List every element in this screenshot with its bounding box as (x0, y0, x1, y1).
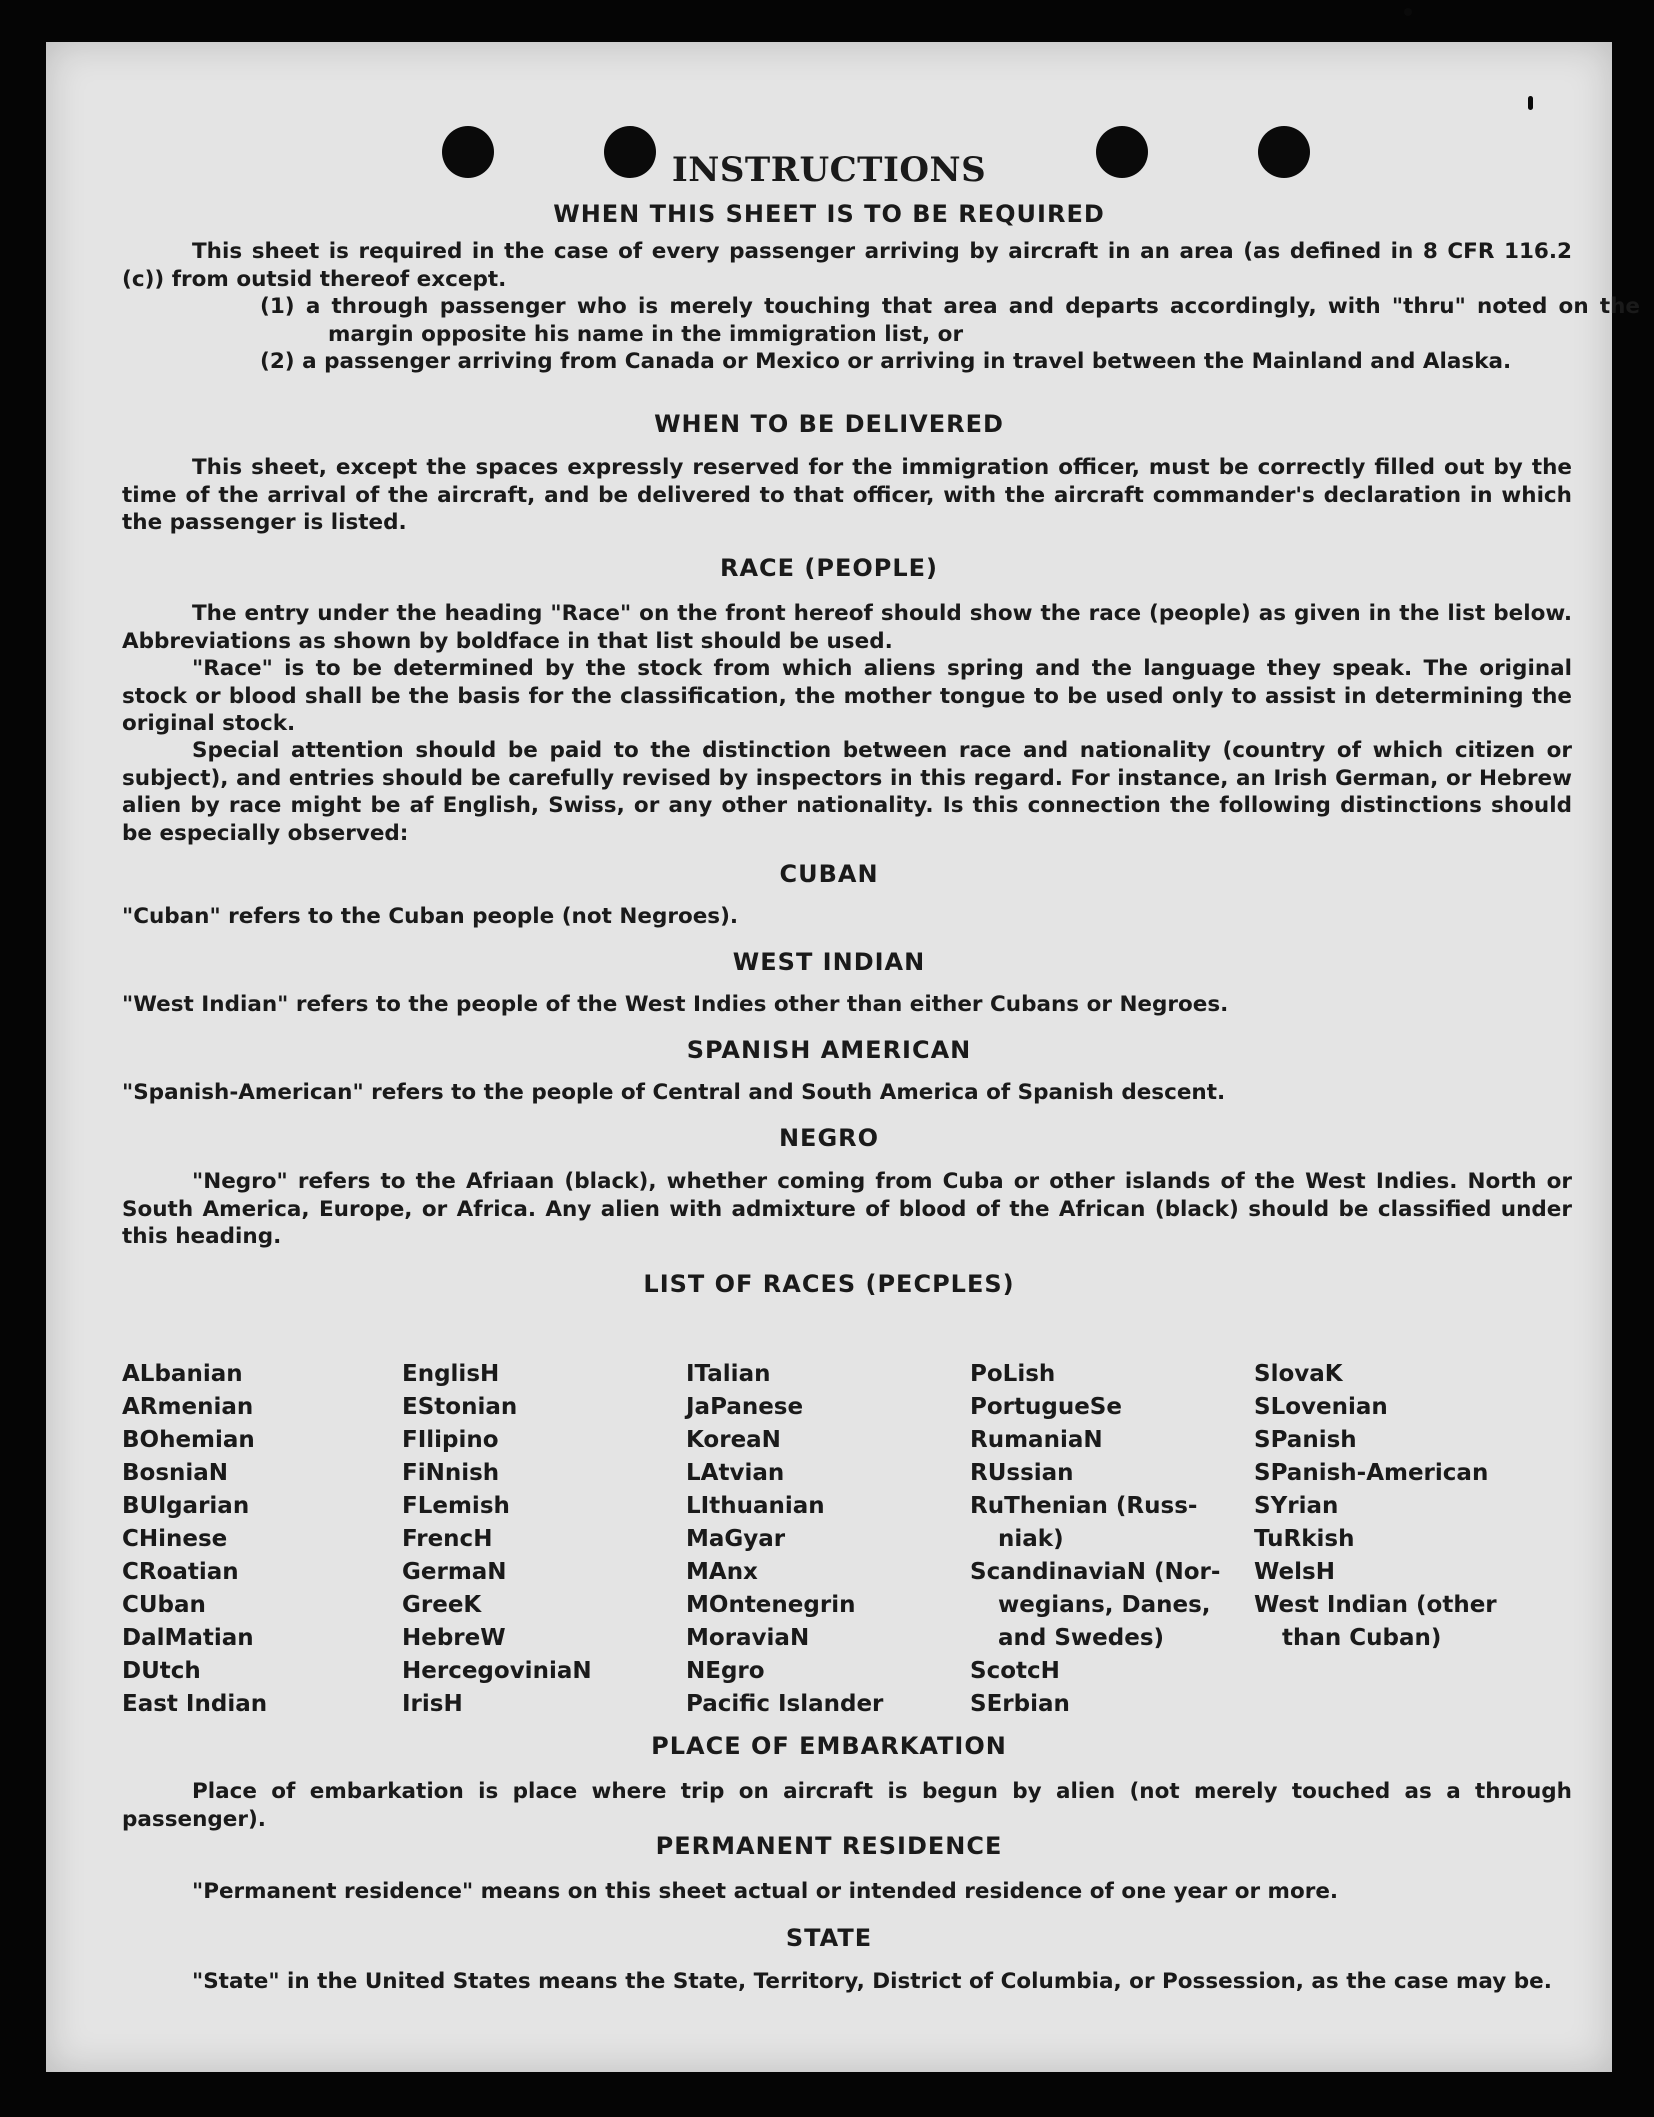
required-item-2: (2) a passenger arriving from Canada or Mexico or arriving in travel between the Mainland and Alaska. (260, 349, 1512, 374)
race-item: BOhemian (122, 1427, 255, 1453)
state-text: "State" in the United States means the State, Territory, District of Columbia, or Possession, as the case may be. (192, 1969, 1552, 1994)
document-sheet (46, 42, 1640, 2072)
cuban-text: "Cuban" refers to the Cuban people (not Negroes). (122, 904, 739, 929)
required-item-1: (1) a through passenger who is merely touching that area and departs accordingly, with "thru" noted on the margin opposite his name in the immigration list, or (260, 294, 1640, 347)
section-heading-cuban: CUBAN (779, 860, 879, 888)
race-item: GreeK (402, 1592, 482, 1618)
page-title: INSTRUCTIONS (671, 150, 987, 190)
race-item: FIlipino (402, 1427, 499, 1453)
race-item: SPanish (1254, 1427, 1357, 1453)
races-column-4 (970, 1358, 1220, 1721)
race-paragraph-2: "Race" is to be determined by the stock from which aliens spring and the language they speak. The original stock or blood shall be the basis for the classification, the mother tongue to be used only to assist in determining the original stock. (122, 656, 1572, 736)
race-item: SLovenian (1254, 1394, 1388, 1420)
race-item: CRoatian (122, 1559, 239, 1585)
races-column-2 (402, 1358, 592, 1721)
race-item: EStonian (402, 1394, 518, 1420)
race-item: MOntenegrin (686, 1592, 856, 1618)
race-item: ARmenian (122, 1394, 254, 1420)
races-column-1 (122, 1358, 267, 1721)
race-paragraph-3: Special attention should be paid to the distinction between race and nationality (country of which citizen or subject), and entries should be carefully revised by inspectors in this regard. For instance, an Irish German, or Hebrew alien by race might be af English, Swiss, or any other nationality. Is this connection the following distinctions should be especially observed: (122, 738, 1572, 846)
race-item: KoreaN (686, 1427, 781, 1453)
race-item: MAnx (686, 1559, 758, 1585)
race-item: LIthuanian (686, 1493, 825, 1519)
required-intro: This sheet is required in the case of every passenger arriving by aircraft in an area (as defined in 8 CFR 116.2 (c)) from outsid thereof except. (122, 239, 1572, 292)
race-item: MoraviaN (686, 1625, 810, 1651)
spanish-american-text: "Spanish-American" refers to the people of Central and South America of Spanish descent. (122, 1080, 1226, 1105)
race-item: SErbian (970, 1691, 1070, 1717)
races-column-5 (1254, 1358, 1497, 1655)
race-item: RuThenian (Russ- (970, 1493, 1198, 1519)
race-item: East Indian (122, 1691, 268, 1717)
delivered-text: This sheet, except the spaces expressly reserved for the immigration officer, must be correctly filled out by the time of the arrival of the aircraft, and be delivered to that officer, with the aircraft commander's declaration in which the passenger is listed. (122, 455, 1572, 535)
race-item: DUtch (122, 1658, 201, 1684)
race-item: FiNnish (402, 1460, 500, 1486)
section-heading-spanish-american: SPANISH AMERICAN (686, 1036, 972, 1064)
scan-speck (1528, 96, 1533, 110)
race-item: HercegoviniaN (402, 1658, 592, 1684)
race-item-continued: niak) (998, 1526, 1064, 1552)
race-item: LAtvian (686, 1460, 785, 1486)
races-column-3 (686, 1358, 883, 1721)
race-item: PortugueSe (970, 1394, 1122, 1420)
race-item: GermaN (402, 1559, 507, 1585)
race-item: PoLish (970, 1361, 1056, 1387)
race-item: WelsH (1254, 1559, 1335, 1585)
race-item: ScotcH (970, 1658, 1060, 1684)
race-item: ScandinaviaN (Nor- (970, 1559, 1221, 1585)
race-item: MaGyar (686, 1526, 786, 1552)
race-item: JaPanese (686, 1394, 804, 1420)
race-item-continued: and Swedes) (998, 1625, 1165, 1651)
race-item: IrisH (402, 1691, 463, 1717)
section-heading-negro: NEGRO (778, 1124, 880, 1152)
race-paragraph-1: The entry under the heading "Race" on the front hereof should show the race (people) as given in the list below. Abbreviations as shown by boldface in that list should be used. (122, 601, 1572, 654)
section-heading-delivered: WHEN TO BE DELIVERED (654, 410, 1004, 438)
race-item: ALbanian (122, 1361, 243, 1387)
west-indian-text: "West Indian" refers to the people of the West Indies other than either Cubans or Negroes. (122, 992, 1229, 1017)
race-item: DalMatian (122, 1625, 254, 1651)
section-heading-west-indian: WEST INDIAN (732, 948, 926, 976)
negro-text: "Negro" refers to the Afriaan (black), whether coming from Cuba or other islands of the West Indies. North or South America, Europe, or Africa. Any alien with admixture of blood of the African (black) should be classified under this heading. (122, 1169, 1572, 1249)
race-item: HebreW (402, 1625, 506, 1651)
race-item: NEgro (686, 1658, 765, 1684)
race-item: FrencH (402, 1526, 493, 1552)
race-item-continued: wegians, Danes, (998, 1592, 1211, 1618)
race-item: FLemish (402, 1493, 510, 1519)
race-item: ITalian (686, 1361, 771, 1387)
section-heading-state: STATE (785, 1924, 873, 1952)
race-item-continued: than Cuban) (1282, 1625, 1442, 1651)
race-item: Pacific Islander (686, 1691, 884, 1717)
residence-text: "Permanent residence" means on this sheet actual or intended residence of one year or more. (192, 1879, 1339, 1904)
section-heading-list-of-races: LIST OF RACES (PECPLES) (643, 1270, 1015, 1298)
section-heading-embarkation: PLACE OF EMBARKATION (651, 1732, 1007, 1760)
section-heading-residence: PERMANENT RESIDENCE (655, 1832, 1003, 1860)
race-item: BosniaN (122, 1460, 229, 1486)
race-item: RumaniaN (970, 1427, 1103, 1453)
race-item: CUban (122, 1592, 206, 1618)
scan-speck (1404, 8, 1412, 16)
section-heading-required: WHEN THIS SHEET IS TO BE REQUIRED (553, 200, 1105, 228)
race-item: BUlgarian (122, 1493, 250, 1519)
race-item: TuRkish (1254, 1526, 1355, 1552)
section-heading-race: RACE (PEOPLE) (719, 554, 939, 582)
race-item: EnglisH (402, 1361, 500, 1387)
race-item: SYrian (1254, 1493, 1339, 1519)
race-item: West Indian (other (1254, 1592, 1497, 1618)
race-item: CHinese (122, 1526, 228, 1552)
race-item: SPanish-American (1254, 1460, 1489, 1486)
race-item: SlovaK (1254, 1361, 1343, 1387)
embarkation-text: Place of embarkation is place where trip on aircraft is begun by alien (not merely touched as a through passenger). (122, 1779, 1572, 1832)
race-item: RUssian (970, 1460, 1074, 1486)
